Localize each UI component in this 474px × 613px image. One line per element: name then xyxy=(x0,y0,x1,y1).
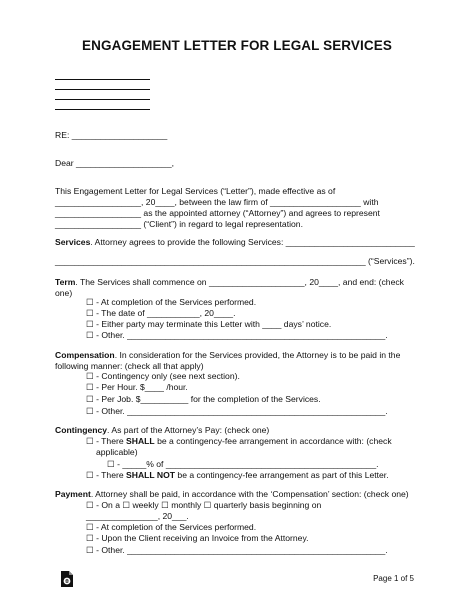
payment-heading: Payment xyxy=(55,489,91,499)
contingency-option-1-bold: SHALL xyxy=(126,436,155,446)
compensation-option-3[interactable]: ☐ - Per Job. $__________ for the completion of the Services. xyxy=(86,394,321,404)
document-title: ENGAGEMENT LETTER FOR LEGAL SERVICES xyxy=(82,38,392,53)
services-line-1 xyxy=(55,237,415,248)
contingency-option-1-pre: ☐ - There xyxy=(86,436,127,446)
eforms-logo-icon xyxy=(60,571,74,588)
compensation-line-2: following manner: (check all that apply) xyxy=(55,361,204,371)
contingency-option-2-pre: ☐ - There xyxy=(86,470,127,480)
term-option-1[interactable]: ☐ - At completion of the Services performed. xyxy=(86,297,257,307)
payment-option-2[interactable]: ☐ - At completion of the Services performed. xyxy=(86,522,257,532)
term-line-1 xyxy=(55,277,404,288)
term-line-2: one) xyxy=(55,288,73,298)
contingency-option-2[interactable] xyxy=(86,470,389,481)
payment-option-1[interactable]: ☐ - On a ☐ weekly ☐ monthly ☐ quarterly basis beginning on xyxy=(86,500,322,510)
re-line: RE: ____________________ xyxy=(55,130,168,140)
address-line-3[interactable] xyxy=(55,99,150,100)
address-line-2[interactable] xyxy=(55,89,150,90)
intro-line-2: __________________, 20____, between the law firm of ___________________ with xyxy=(55,197,379,207)
compensation-heading: Compensation xyxy=(55,350,115,360)
compensation-option-2[interactable]: ☐ - Per Hour. $____ /hour. xyxy=(86,382,188,392)
compensation-option-4[interactable]: ☐ - Other. ______________________________________________________. xyxy=(86,406,388,416)
address-line-1[interactable] xyxy=(55,79,150,80)
payment-option-4[interactable]: ☐ - Other. ______________________________________________________. xyxy=(86,545,388,555)
contingency-heading: Contingency xyxy=(55,425,108,435)
dear-line: Dear ____________________, xyxy=(55,158,174,168)
payment-option-3[interactable]: ☐ - Upon the Client receiving an Invoice from the Attorney. xyxy=(86,533,309,543)
services-text: . Attorney agrees to provide the following Services: ___________________________ xyxy=(90,237,415,247)
term-heading: Term xyxy=(55,277,76,287)
contingency-line-1 xyxy=(55,425,269,436)
contingency-option-2-post: be a contingency-fee arrangement as part of this Letter. xyxy=(175,470,389,480)
contingency-option-1[interactable] xyxy=(86,436,392,447)
services-heading: Services xyxy=(55,237,91,247)
term-option-3[interactable]: ☐ - Either party may terminate this Letter with ____ days’ notice. xyxy=(86,319,332,329)
contingency-option-1-post: be a contingency-fee arrangement in accordance with: (check xyxy=(154,436,392,446)
page-number: Page 1 of 5 xyxy=(373,574,414,583)
compensation-text: . In consideration for the Services provided, the Attorney is to be paid in the xyxy=(114,350,401,360)
intro-line-4: __________________ (“Client”) in regard to legal representation. xyxy=(55,219,303,229)
contingency-option-2-bold: SHALL NOT xyxy=(126,470,176,480)
payment-option-1-line-2: _______________, 20___. xyxy=(86,511,189,521)
contingency-option-1-line-2: applicable) xyxy=(96,447,138,457)
compensation-option-1[interactable]: ☐ - Contingency only (see next section). xyxy=(86,371,240,381)
address-line-4[interactable] xyxy=(55,109,150,110)
contingency-sub-option[interactable]: ☐ - _____% of ____________________________________________. xyxy=(107,459,379,469)
term-option-2[interactable]: ☐ - The date of ___________, 20____. xyxy=(86,308,236,318)
payment-line-1 xyxy=(55,489,409,500)
compensation-line-1 xyxy=(55,350,400,361)
services-line-2: _________________________________________________________________ (“Services”). xyxy=(55,256,415,266)
intro-line-3: __________________ as the appointed attorney (“Attorney”) and agrees to represent xyxy=(55,208,380,218)
term-text: . The Services shall commence on ____________________, 20____, and end: (check xyxy=(75,277,404,287)
contingency-text: . As part of the Attorney’s Pay: (check one) xyxy=(107,425,270,435)
intro-line-1: This Engagement Letter for Legal Services (“Letter”), made effective as of xyxy=(55,186,336,196)
payment-text: . Attorney shall be paid, in accordance with the ‘Compensation’ section: (check one) xyxy=(90,489,409,499)
term-option-4[interactable]: ☐ - Other. ______________________________________________________. xyxy=(86,330,388,340)
